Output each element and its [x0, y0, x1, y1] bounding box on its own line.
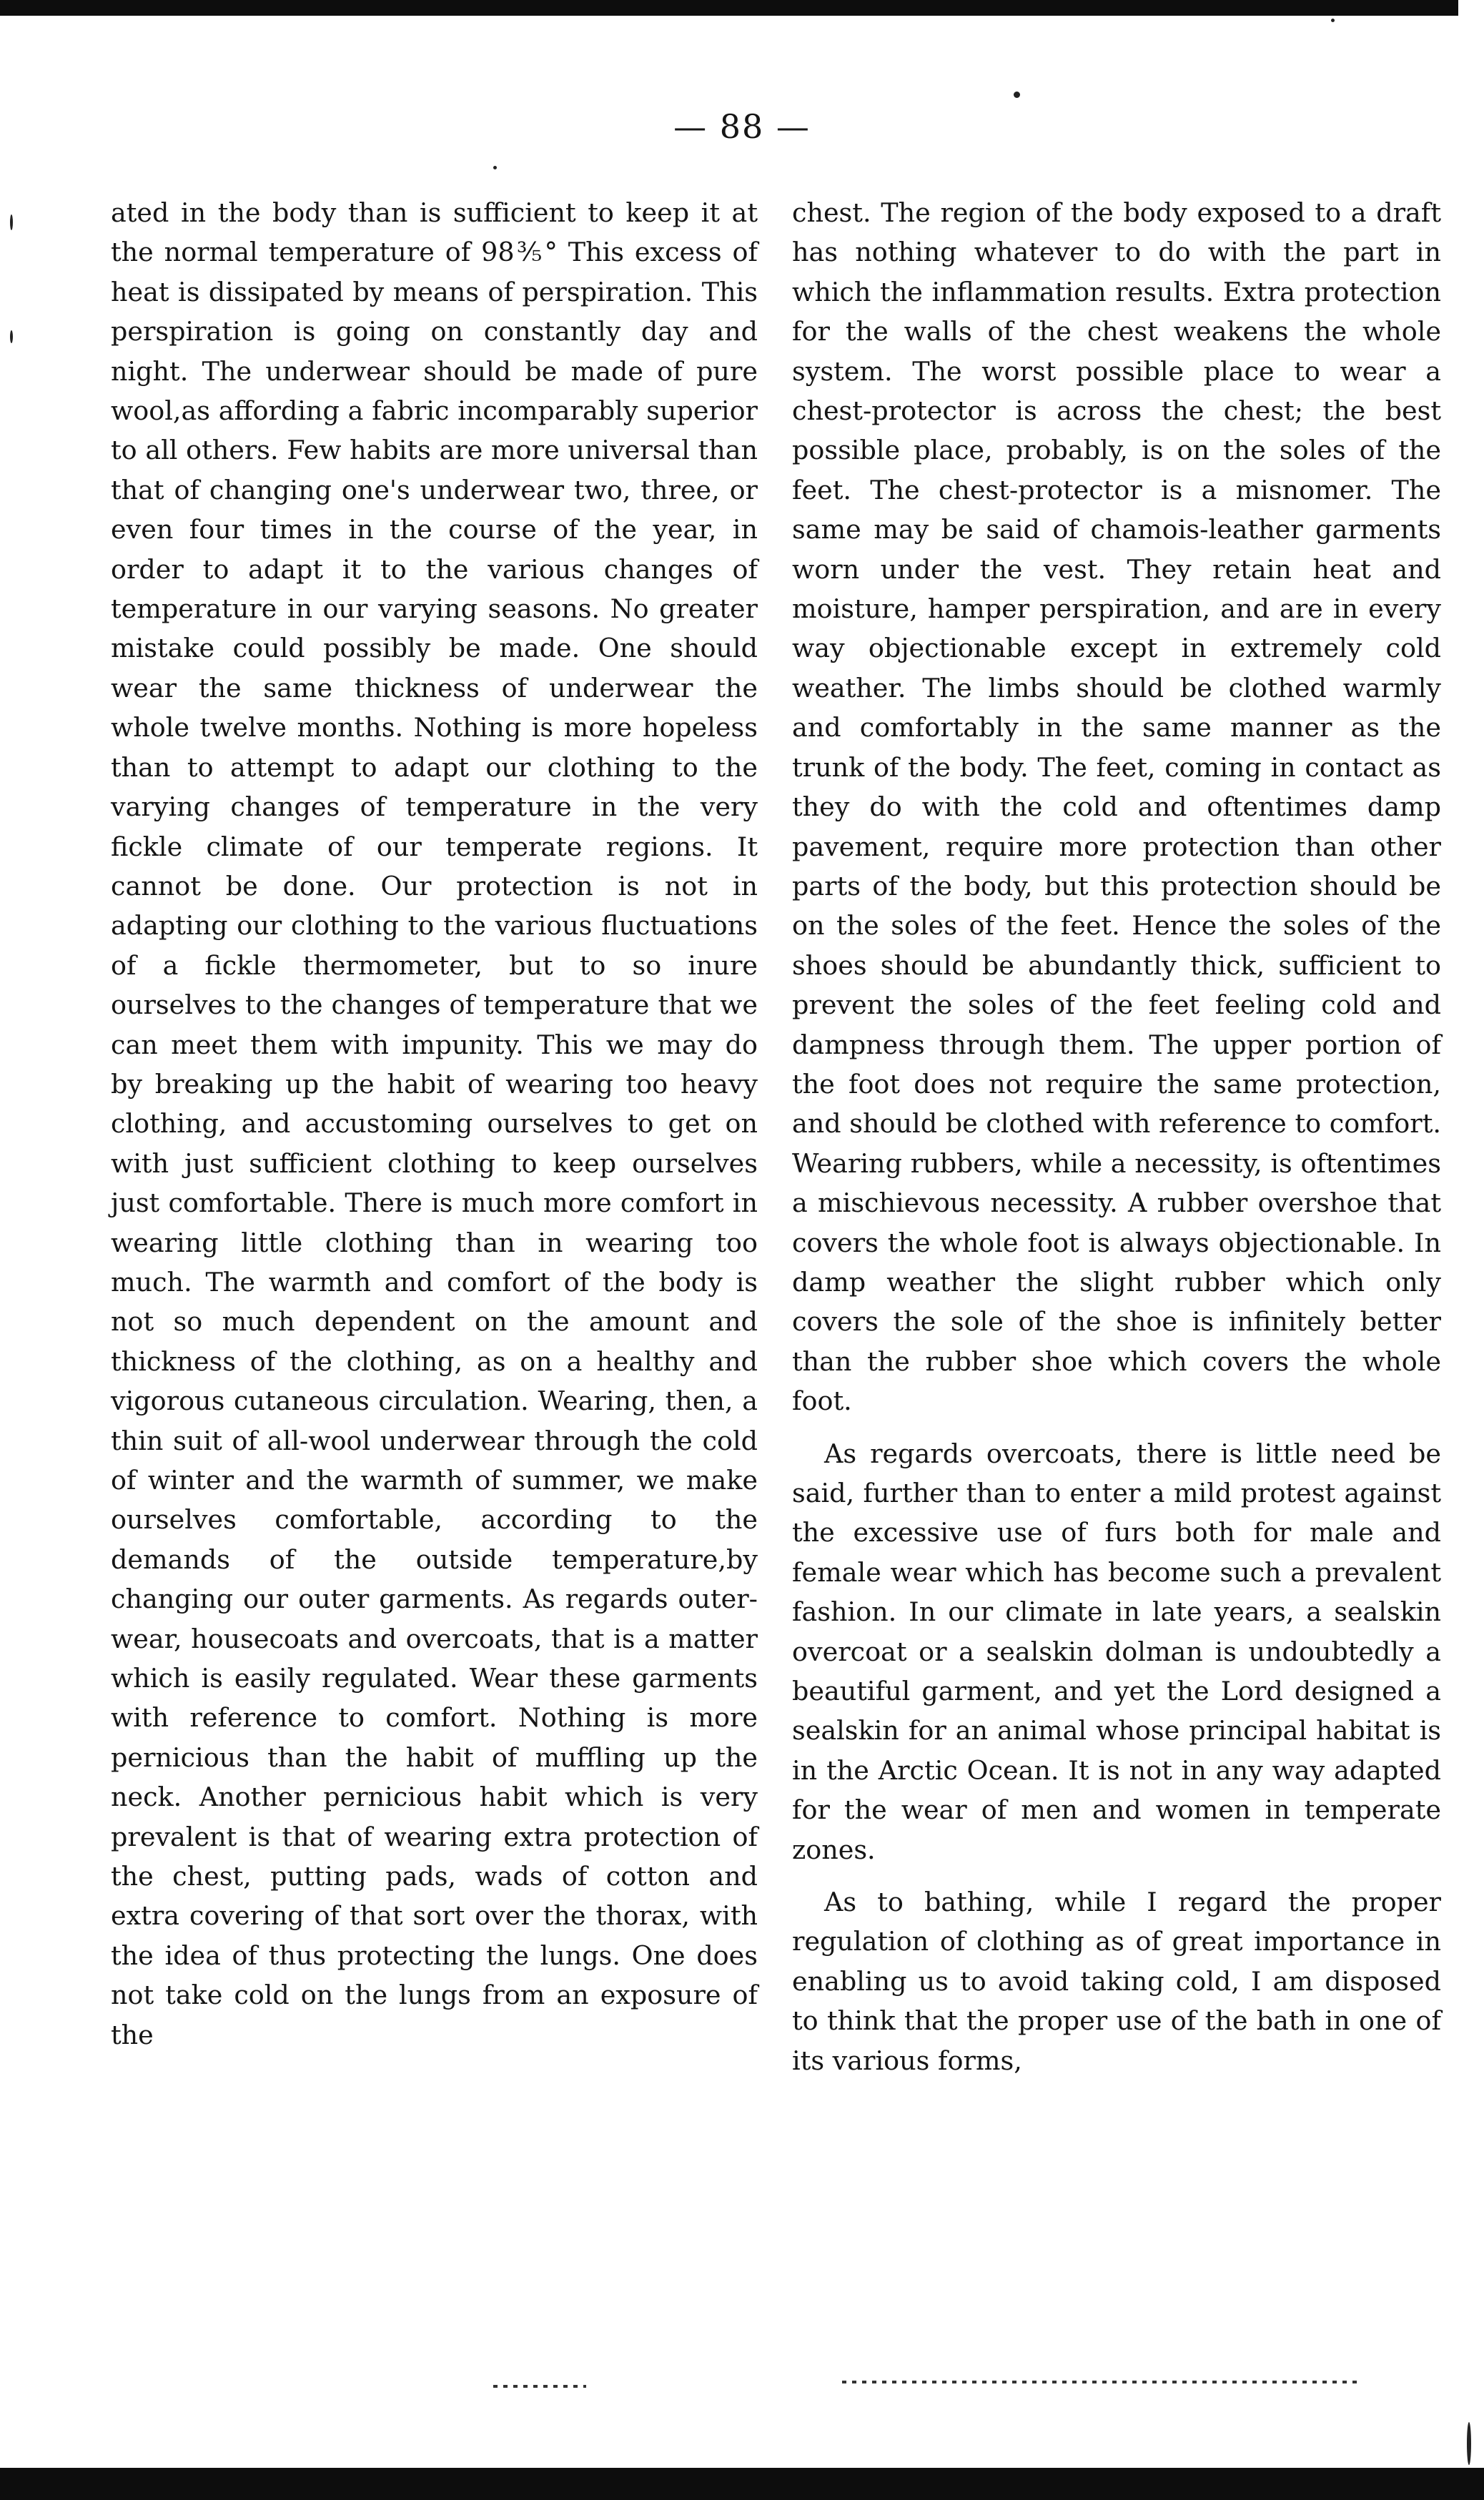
right-column-paragraph: As regards overcoats, there is little need be said, further than to enter a mild protest against the excessive use of furs both for male and female wear which has become such a prevalent fashion. In our climate in late years, a sealskin overcoat or a sealskin dolman is undoubtedly a beautiful garment, and yet the Lord designed a sealskin for an animal whose principal habitat is in the Arctic Ocean. It is not in any way adapted for the wear of men and women in temperate zones.	[792, 1438, 1441, 1865]
scan-speck	[1331, 19, 1335, 22]
scan-speck	[493, 166, 497, 169]
scan-speck	[10, 214, 13, 230]
right-column	[792, 193, 1441, 2080]
left-column	[111, 193, 758, 2055]
scan-speck	[10, 330, 13, 343]
scan-artifact-line	[493, 2385, 586, 2388]
scan-speck	[1014, 92, 1020, 98]
top-border-rule	[0, 0, 1458, 16]
bottom-border-rule	[0, 2468, 1484, 2500]
right-column-paragraph: As to bathing, while I regard the proper regulation of clothing as of great importance in enabling us to avoid taking cold, I am disposed to think that the proper use of the bath in one of its various forms,	[792, 1887, 1441, 2076]
scan-artifact-line	[842, 2381, 1357, 2383]
scan-speck	[1467, 2422, 1471, 2465]
right-column-paragraph: chest. The region of the body exposed to a draft has nothing whatever to do with the part in which the inflammation results. Extra protection for the walls of the chest weakens the whole system. The worst possible place to wear a chest-protector is across the chest; the best possible place, probably, is on the soles of the feet. The chest-protector is a misnomer. The same may be said of chamois-leather garments worn under the vest. They retain heat and moisture, hamper perspiration, and are in every way objectionable except in extremely cold weather. The limbs should be clothed warmly and comfortably in the same manner as the trunk of the body. The feet, coming in contact as they do with the cold and oftentimes damp pavement, require more protection than other parts of the body, but this protection should be on the soles of the feet. Hence the soles of the shoes should be abundantly thick, sufficient to prevent the soles of the feet feeling cold and dampness through them. The upper portion of the foot does not require the same protection, and should be clothed with reference to comfort. Wearing rubbers, while a necessity, is oftentimes a mischievous necessity. A rubber overshoe that covers the whole foot is always objectionable. In damp weather the slight rubber which only covers the sole of the shoe is infinitely better than the rubber shoe which covers the whole foot.	[792, 197, 1441, 1417]
page-number: — 88 —	[673, 107, 811, 146]
left-column-paragraph: ated in the body than is sufficient to keep it at the normal temperature of 98⅗° This excess of heat is dissipated by means of perspiration. This perspiration is going on constantly day and night. The underwear should be made of pure wool,as affording a fabric incomparably superior to all others. Few habits are more universal than that of changing one's underwear two, three, or even four times in the course of the year, in order to adapt it to the various changes of temperature in our varying seasons. No greater mistake could possibly be made. One should wear the same thickness of underwear the whole twelve months. Nothing is more hopeless than to attempt to adapt our clothing to the varying changes of temperature in the very fickle climate of our temperate regions. It cannot be done. Our protection is not in adapting our clothing to the various fluctuations of a fickle thermometer, but to so inure ourselves to the changes of temperature that we can meet them with impunity. This we may do by breaking up the habit of wearing too heavy clothing, and accustoming ourselves to get on with just sufficient clothing to keep ourselves just comfortable. There is much more comfort in wearing little clothing than in wearing too much. The warmth and comfort of the body is not so much dependent on the amount and thickness of the clothing, as on a healthy and vigorous cutaneous circulation. Wearing, then, a thin suit of all-wool underwear through the cold of winter and the warmth of summer, we make ourselves comfortable, according to the demands of the outside temperature,by changing our outer garments. As regards outer-wear, housecoats and overcoats, that is a matter which is easily regulated. Wear these garments with reference to comfort. Nothing is more pernicious than the habit of muffling up the neck. Another pernicious habit which is very prevalent is that of wearing extra protection of the chest, putting pads, wads of cotton and extra covering of that sort over the thorax, with the idea of thus protecting the lungs. One does not take cold on the lungs from an exposure of the	[111, 197, 758, 2050]
